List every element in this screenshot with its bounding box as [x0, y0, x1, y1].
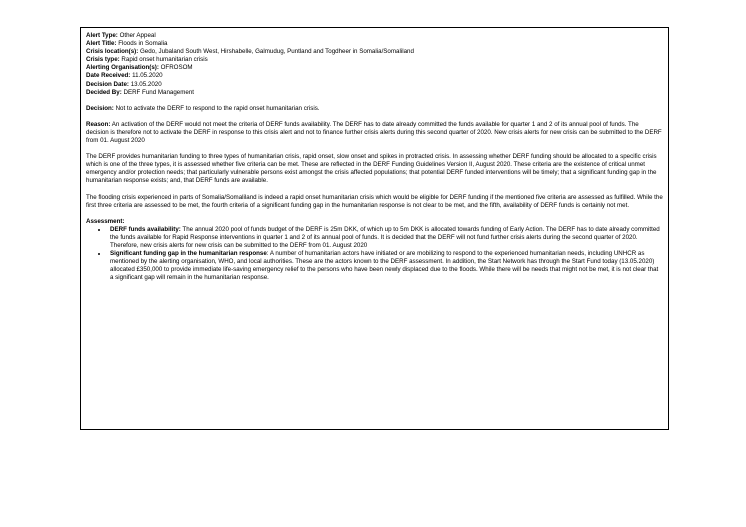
funds-availability-text: The annual 2020 pool of funds budget of the DERF is 25m DKK, of which up to 5m DKK is allocated towards funding of Early Action. The DERF has to date already committed the funds available for Rapid Response interventions in quarter 1 and 2 of its annual pool of funds. It is decided that the DERF will not fund further crisis alerts during the second quarter of 2020. Therefore, new crisis alerts for new crisis can be submitted to the DERF from 01. August 2020	[110, 225, 660, 249]
decision-box	[80, 27, 669, 430]
funding-gap-text: : A number of humanitarian actors have initiated or are mobilizing to respond to the experienced humanitarian needs, including UNHCR as mentioned by the alerting organisation, WHO, and local authorities. These are the actors known to the DERF assessment. In addition, the Start Network has through the Start Fund today (13.05.2020) allocated £350,000 to provide immediate life-saving emergency relief to the persons who have been newly displaced due to the floods. While there will be needs that might not be met, it is not clear that a significant gap will remain in the humanitarian response.	[110, 250, 659, 282]
funds-availability-label: DERF funds availability:	[110, 225, 181, 233]
reason-label: Reason:	[86, 120, 111, 128]
decided-by-line	[86, 89, 663, 97]
decided-by-label: Decided By:	[86, 88, 122, 96]
funding-gap-label: Significant funding gap in the humanitarian response	[110, 250, 267, 258]
crisis-type-line	[86, 56, 663, 64]
criteria-paragraph: The DERF provides humanitarian funding to three types of humanitarian crisis, rapid onset, slow onset and spikes in protracted crisis. In assessing whether DERF funding should be allocated to a specific crisis which is one of the three types, it is assessed whether five criteria can be met. These are reflected in the DERF Funding Guidelines Version II, August 2020. These criteria are the existence of critical unmet emergency and/or protection needs; that particularly vulnerable persons exist amongst the crisis affected populations; that potential DERF funded interventions will be timely; that a significant funding gap in the humanitarian response exists; and, that DERF funds are available.	[86, 153, 657, 185]
decision-text: Not to activate the DERF to respond to the rapid onset humanitarian crisis.	[113, 104, 320, 112]
crisis-location-line	[86, 48, 663, 56]
reason-text: An activation of the DERF would not meet the criteria of DERF funds availability. The DERF has to date already committed the funds available for quarter 1 and 2 of its annual pool of funds. The decision is therefore not to activate the DERF in response to this crisis alert and not to finance further crisis alerts during this second quarter of 2020. New crisis alerts for new crisis can be submitted to the DERF from 01. August 2020	[86, 120, 662, 145]
flooding-paragraph: The flooding crisis experienced in parts of Somalia/Somaliland is indeed a rapid onset humanitarian crisis which would be eligible for DERF funding if the mentioned five criteria are assessed as fulfilled. While the first three criteria are assessed to be met, the fourth criteria of a significant funding gap in the humanitarian response is not clear to be met, and the fifth, availability of DERF funds is certainly not met.	[86, 193, 663, 209]
reason-paragraph	[86, 121, 663, 145]
assessment-list	[86, 226, 663, 283]
decision-date-line	[86, 81, 663, 89]
alert-type-label: Alert Type:	[86, 32, 118, 39]
decided-by-value: DERF Fund Management	[121, 88, 194, 96]
alerting-org-value: OFROSOM	[158, 64, 193, 72]
decision-date-label: Decision Date:	[86, 80, 129, 88]
decision-label: Decision:	[86, 104, 114, 112]
date-received-value: 11.05.2020	[130, 72, 163, 80]
alerting-org-label: Alerting Organisation(s):	[86, 64, 159, 72]
decision-paragraph	[86, 105, 663, 113]
list-item	[108, 226, 663, 250]
alert-title-line	[86, 40, 663, 48]
header-block	[86, 32, 663, 97]
crisis-location-label: Crisis location(s):	[86, 48, 139, 56]
crisis-type-label: Crisis type:	[86, 56, 120, 64]
date-received-line	[86, 72, 663, 80]
decision-date-value: 13.05.2020	[128, 80, 162, 88]
alert-type-value: Other Appeal	[117, 32, 156, 39]
alert-type-line	[86, 32, 663, 40]
assessment-heading: Assessment:	[86, 217, 125, 225]
date-received-label: Date Received:	[86, 72, 131, 80]
crisis-type-value: Rapid onset humanitarian crisis	[119, 56, 208, 64]
crisis-location-value: Gedo, Jubaland South West, Hirshabelle, Galmudug, Puntland and Togdheer in Somalia/Somaliland	[138, 48, 414, 56]
alerting-org-line	[86, 64, 663, 72]
alert-title-label: Alert Title:	[86, 40, 117, 48]
list-item	[108, 250, 663, 282]
alert-title-value: Floods in Somalia	[116, 40, 168, 48]
